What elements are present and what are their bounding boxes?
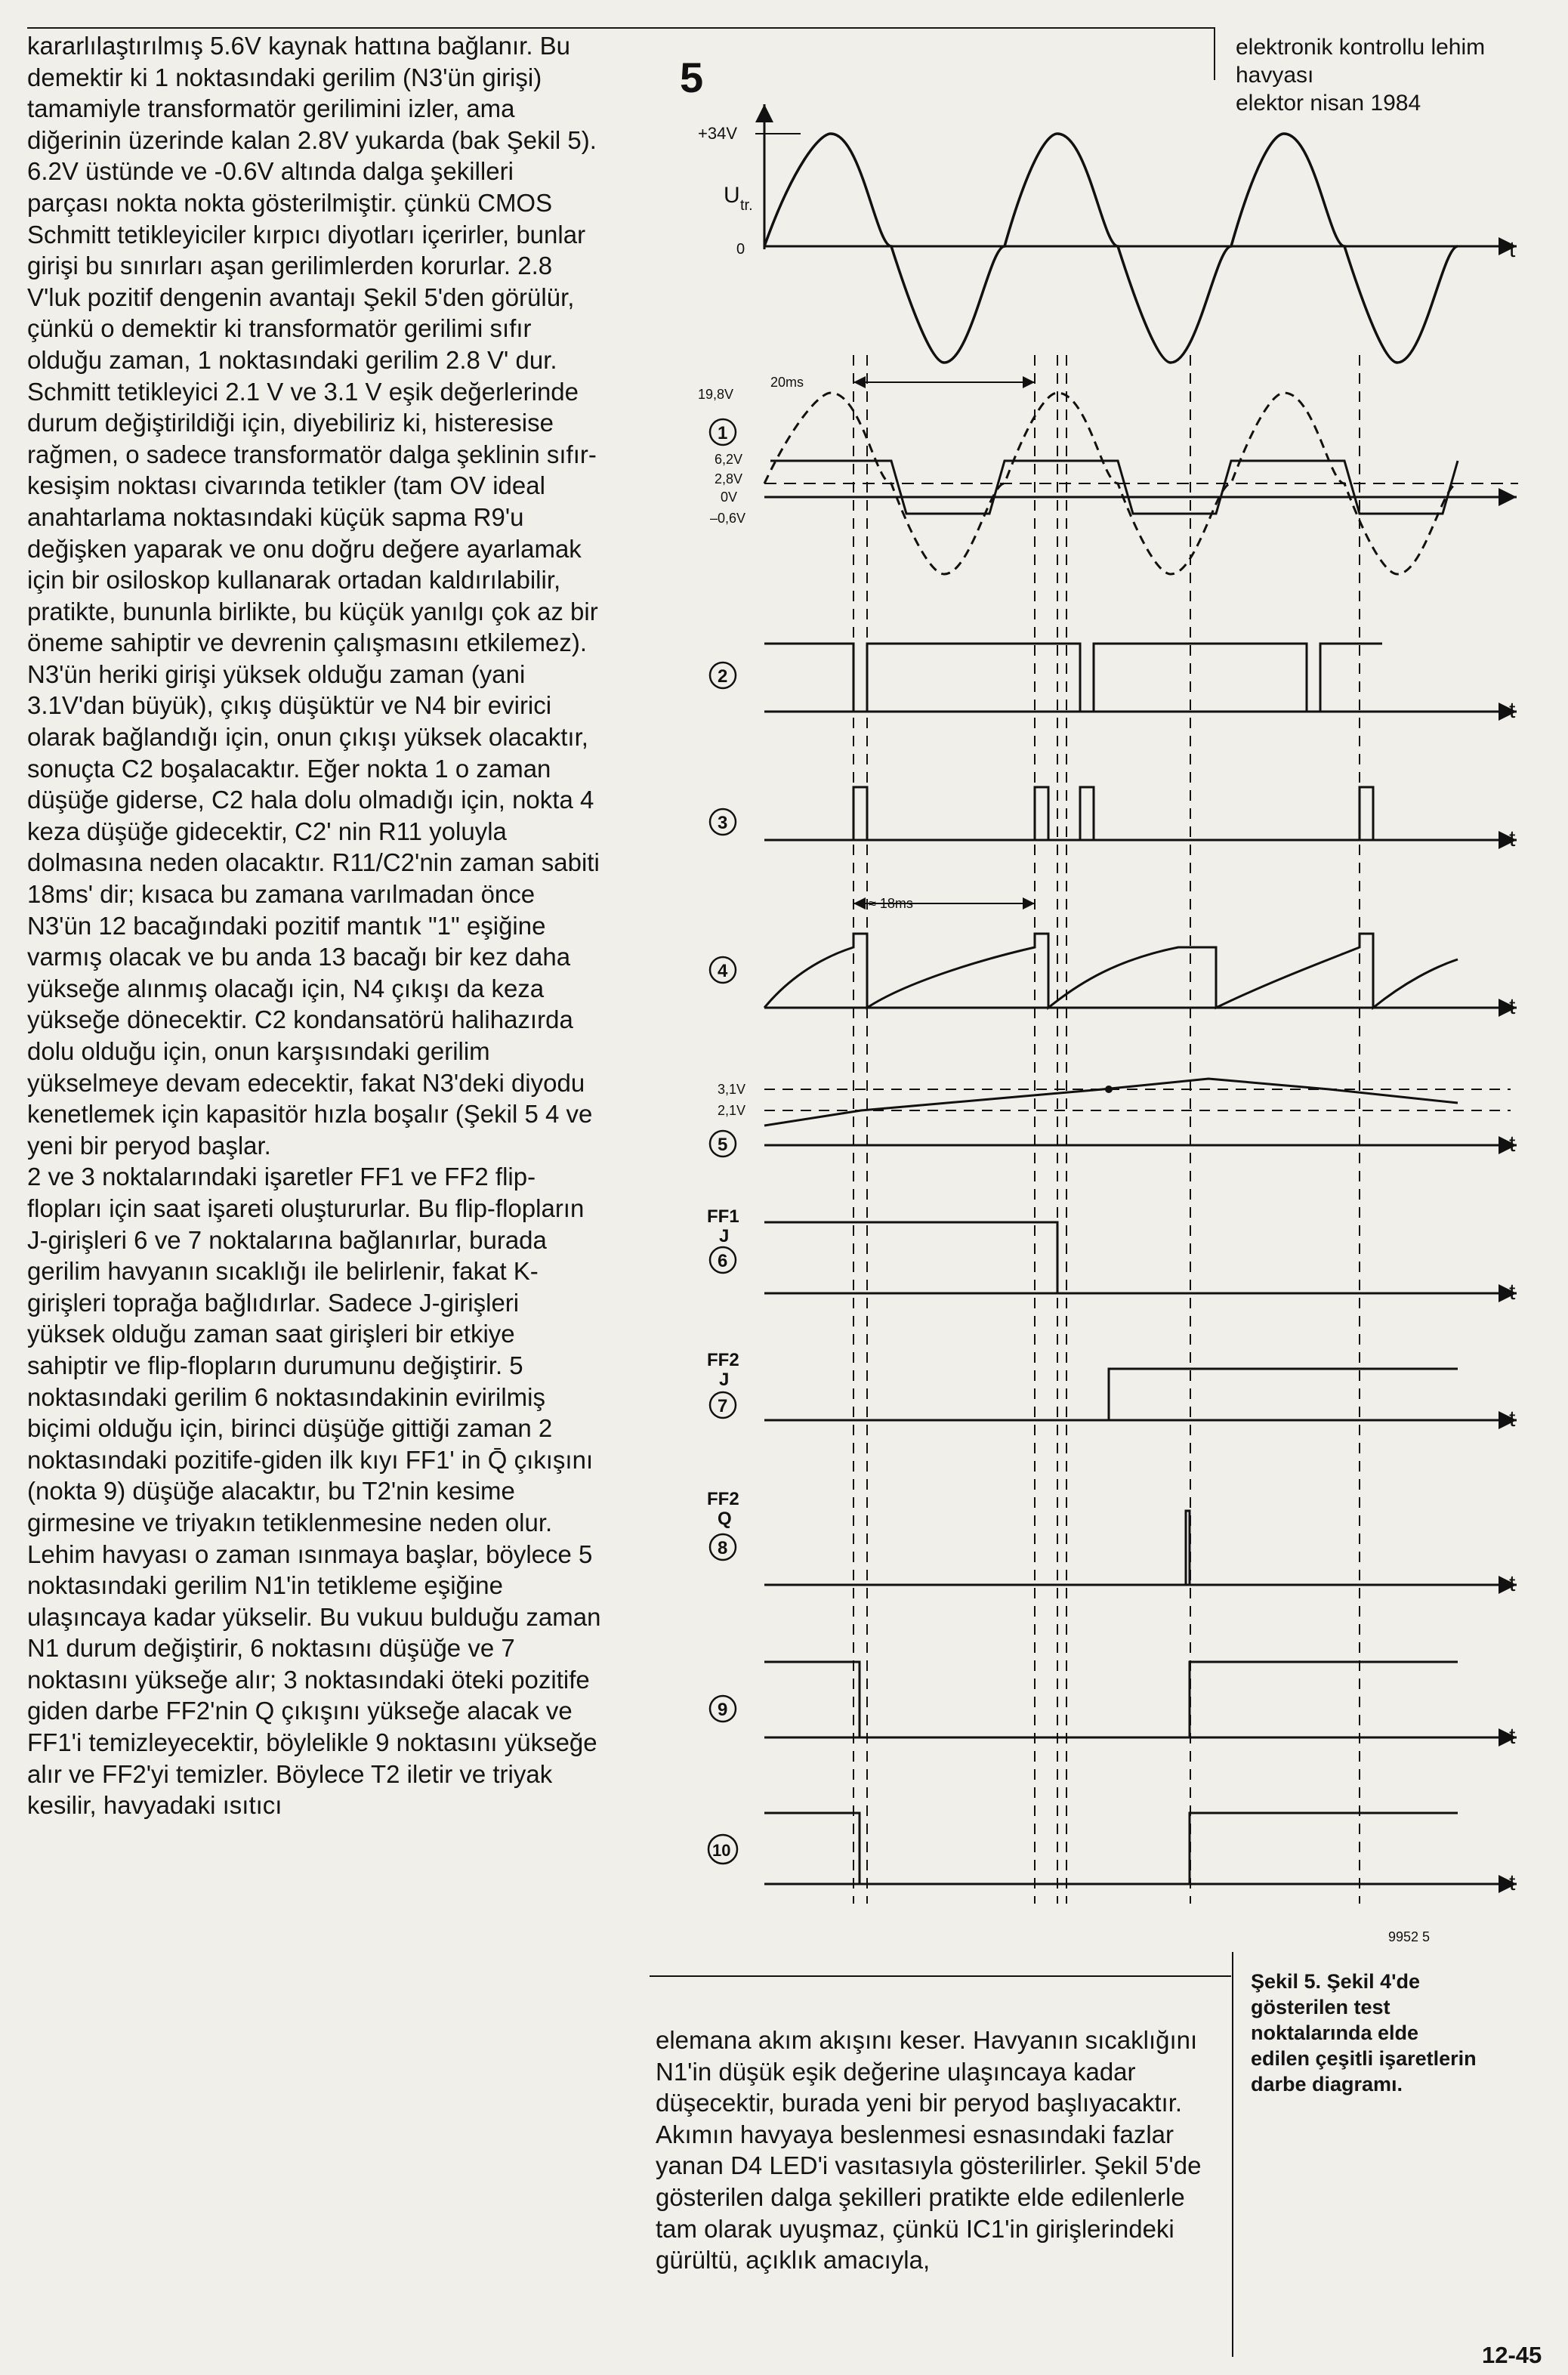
- t-labels: [1509, 237, 1516, 1895]
- point1-clipped-wave: [770, 461, 1458, 514]
- vn06-label: –0,6V: [710, 511, 746, 526]
- point-6-label: 6: [718, 1251, 728, 1271]
- left-paragraph-1: kararlılaştırılmış 5.6V kaynak hattına bağlanır. Bu demektir ki 1 noktasındaki gerilim (N3'ün girişi) tamamiyle transformatör gerilimini izler, ama diğerinin üzerinde kalan 2.8V yukarda (bak Şekil 5). 6.2V üstünde ve -0.6V altında dalga şekilleri parçası nokta nokta gösterilmiştir. çünkü CMOS Schmitt tetikleyiciler kırpıcı diyotları içerirler, bunlar girişi bu sınırları aşan gerilimlerden korurlar. 2.8 V'luk pozitif dengenin avantajı Şekil 5'den görülür, çünkü o demektir ki transformatör gerilimi sıfır olduğu zaman, 1 noktasındaki gerilim 2.8 V' dur. Schmitt tetikleyici 2.1 V ve 3.1 V eşik değerlerinde durum değiştirildiği için, diyebiliriz ki, histeresise rağmen, o sadece transformatör dalga şeklinin sıfır-kesişim noktası civarında tetikler (tam OV ideal anahtarlama noktasındaki küçük sapma R9'u değişken yaparak ve onu doğru değere ayarlamak için bir osiloskop kullanarak ortadan kaldırılabilir, pratikte, bununla birlikte, bu küçük yanılgı çok az bir öneme sahiptir ve devrenin çalışmasını etkilemez).: [27, 32, 598, 657]
- ff2-j-label: J: [719, 1370, 730, 1390]
- t-label: t: [1509, 994, 1516, 1019]
- point7-ff2-j: [764, 1369, 1458, 1420]
- transformer-sine-wave: [764, 134, 1458, 363]
- zero-label: 0: [736, 241, 745, 258]
- point4-rc-wave: [764, 934, 1458, 1008]
- point2-pulses: [764, 644, 1382, 712]
- point-2-label: 2: [718, 666, 728, 687]
- point-8-label: 8: [718, 1538, 728, 1558]
- header-line-1: elektronik kontrollu lehim: [1236, 35, 1486, 60]
- ff2q-label: FF2: [707, 1489, 739, 1509]
- ff2q-q-label: Q: [718, 1509, 732, 1529]
- point5-temperature-wave: [764, 1079, 1458, 1126]
- v28-label: 2,8V: [715, 471, 743, 486]
- v34-label: +34V: [698, 124, 737, 143]
- ff2-label: FF2: [707, 1350, 739, 1370]
- caption-line-4: edilen çeşitli işaretlerin: [1251, 2047, 1477, 2070]
- caption-line-5: darbe diagramı.: [1251, 2073, 1403, 2095]
- v21-label: 2,1V: [718, 1103, 746, 1118]
- threshold-dot: [1105, 1086, 1113, 1093]
- bottom-paragraph-1: elemana akım akışını keser. Havyanın sıcaklığını N1'in düşük eşik değerine ulaşıncaya kadar düşecektir, burada yeni bir peryod başlıyacaktır.: [656, 2026, 1198, 2117]
- point6-ff1-j: [764, 1222, 1057, 1293]
- t-label: t: [1509, 1870, 1516, 1895]
- v0-label: 0V: [721, 490, 738, 505]
- t-label: t: [1509, 1132, 1516, 1157]
- point-10-label: 10: [712, 1841, 731, 1860]
- point-1-label: 1: [718, 423, 728, 443]
- figure-caption: [1251, 1969, 1545, 2097]
- t-label: t: [1509, 826, 1516, 851]
- point-7-label: 7: [718, 1396, 728, 1416]
- left-paragraph-3: 2 ve 3 noktalarındaki işaretler FF1 ve FF2 flip-flopları için saat işareti oluştururlar. Bu flip-flopların J-girişleri 6 ve 7 noktalarına bağlanırlar, burada gerilim havyanın sıcaklığı ile belirlenir, fakat K-girişleri toprağa bağlıdırlar. Sadece J-girişleri yüksek olduğu zaman saat girişleri bir etkiye sahiptir ve flip-flopların durumunu değiştirir. 5 noktasındaki gerilim 6 noktasındakinin evirilmiş biçimi olduğu için, birinci düşüğe gittiği zaman 2 noktasındaki pozitife-giden ilk kıyı FF1' in Q̄ çıkışını (nokta 9) düşüğe alacaktır, bu T2'nin kesime girmesine ve triyakın tetiklenmesine neden olur. Lehim havyası o zaman ısınmaya başlar, böylece 5 noktasındaki gerilim N1'in tetikleme eşiğine ulaşıncaya kadar yükselir. Bu vukuu bulduğu zaman N1 durum değiştirir, 6 noktasını düşüğe ve 7 noktasını yükseğe alır; 3 noktasındaki öteki pozitife giden darbe FF2'nin Q çıkışını yükseğe alacak ve FF1'i temizleyecektir, böylelikle 9 noktasını yükseğe alır ve FF2'yi temizler. Böylece T2 iletir ve triyak kesilir, havyadaki ısıtıcı: [27, 1163, 601, 1820]
- point8-ff2-q: [764, 1511, 1190, 1585]
- point-3-label: 3: [718, 813, 728, 833]
- t-label: t: [1509, 1571, 1516, 1596]
- utr-label: U: [724, 183, 740, 208]
- caption-line-3: noktalarında elde: [1251, 2021, 1419, 2044]
- header-line-2: havyası: [1236, 63, 1314, 88]
- point3-pulses: [764, 787, 1373, 840]
- header-line-3: elektor nisan 1984: [1236, 91, 1421, 116]
- ff1-j-label: J: [719, 1226, 730, 1246]
- caption-line-2: gösterilen test: [1251, 1996, 1391, 2018]
- point-4-label: 4: [718, 961, 728, 981]
- point-labels: [707, 419, 739, 1864]
- t-label: t: [1509, 1280, 1516, 1305]
- v31-label: 3,1V: [718, 1082, 746, 1097]
- period-label: 20ms: [770, 375, 804, 390]
- t-label: t: [1509, 237, 1516, 262]
- ff1-label: FF1: [707, 1206, 739, 1227]
- point-5-label: 5: [718, 1135, 728, 1155]
- t-label: t: [1509, 1724, 1516, 1749]
- figure-code: 9952 5: [1388, 1929, 1431, 1944]
- page-number: 12-45: [1482, 2342, 1542, 2368]
- time-axes: [764, 246, 1517, 1884]
- figure-number: 5: [680, 54, 704, 101]
- bottom-text-column: [656, 2024, 1230, 2276]
- t-label: t: [1509, 698, 1516, 723]
- v198-label: 19,8V: [698, 387, 734, 402]
- point9-ff1-qbar: [764, 1662, 1458, 1737]
- utr-sub: tr.: [740, 197, 753, 214]
- v62-label: 6,2V: [715, 452, 743, 467]
- point-9-label: 9: [718, 1700, 728, 1720]
- point10-drive: [764, 1813, 1458, 1884]
- guide-lines: [853, 355, 1360, 1904]
- left-paragraph-2: N3'ün heriki girişi yüksek olduğu zaman (yani 3.1V'dan büyük), çıkış düşüktür ve N4 bir evirici olarak bağlandığı için, onun çıkışı yüksek olacaktır, sonuçta C2 boşalacaktır. Eğer nokta 1 o zaman düşüğe giderse, C2 hala dolu olmadığı için, nokta 4 keza düşüğe gidecektir, C2' nin R11 yoluyla dolmasına neden olacaktır. R11/C2'nin zaman sabiti 18ms' dir; kısaca bu zamana varılmadan önce N3'ün 12 bacağındaki pozitif mantık "1" eşiğine varmış olacak ve bu anda 13 bacağı bir kez daha yükseğe alınmış olacağı için, N4 çıkışı da keza yükseğe dönecektir. C2 kondansatörü halihazırda dolu olduğu için, onun karşısındaki gerilim yükselmeye devam edecektir, fakat N3'deki diyodu kenetlemek için kapasitör hızla boşalır (Şekil 5 4 ve yeni bir peryod başlar.: [27, 659, 600, 1160]
- rc-label: ≈ 18ms: [869, 896, 913, 911]
- t-label: t: [1509, 1407, 1516, 1431]
- caption-line-1: Şekil 5. Şekil 4'de: [1251, 1970, 1421, 1993]
- bottom-paragraph-2: Akımın havyaya beslenmesi esnasındaki fazlar yanan D4 LED'i vasıtasıyla gösterilirler. Şekil 5'de gösterilen dalga şekilleri pratikte elde edilenlerle tam olarak uyuşmaz, çünkü IC1'in girişlerindeki gürültü, açıklık amacıyla,: [656, 2120, 1202, 2275]
